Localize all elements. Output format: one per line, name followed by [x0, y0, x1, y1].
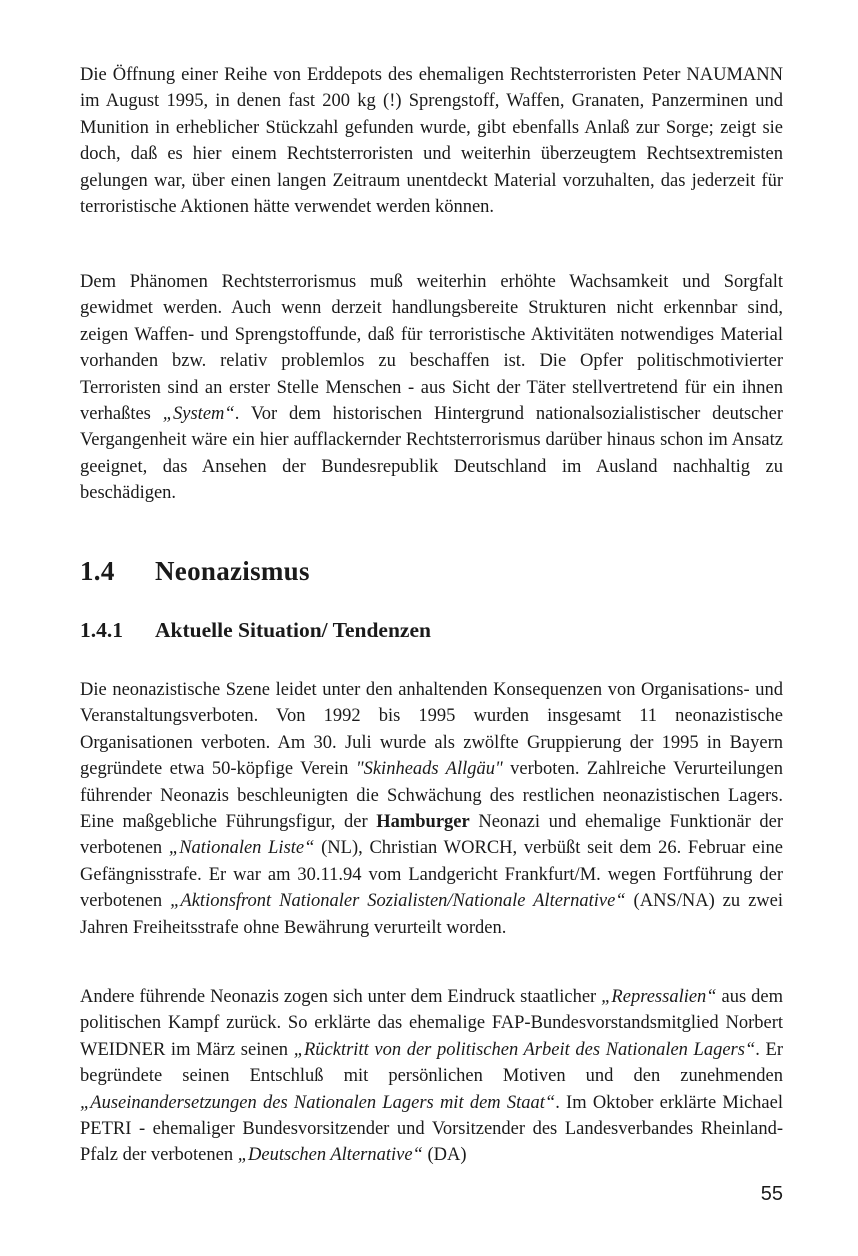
subsection-title: Aktuelle Situation/ Tendenzen: [155, 618, 431, 642]
paragraph-text: verboten. Zahlreiche Verurteilungen führender Neonazis beschleunigten die Schwächung des restlichen neonazistischen Lagers. Eine maßgebliche Führungsfigur, der: [80, 759, 784, 833]
bold-hamburger: Hamburger: [376, 812, 470, 833]
paragraph-fuehrende-neonazis: [80, 984, 783, 1169]
page-number: 55: [760, 1183, 783, 1205]
paragraph-text: (NL), Christian WORCH, verbüßt seit dem 26. Februar eine Gefängnisstrafe. Er war am 30.11.94 vom Landgericht Frankfurt/M. wegen Fortführung der verbotenen: [80, 838, 783, 912]
section-title: Neonazismus: [155, 556, 310, 586]
paragraph-text: . Er begründete seinen Entschluß mit persönlichen Motiven und den zunehmenden: [80, 1039, 783, 1087]
quote-aktionsfront: „Aktionsfront Nationaler Sozialisten/Nationale Alternative“: [170, 891, 626, 912]
paragraph-text: Neonazi und ehemalige Funktionär der verbotenen: [80, 812, 783, 859]
paragraph-rechtsterrorismus: [80, 269, 783, 507]
quote-deutsche-alternative: „Deutschen Alternative“: [237, 1145, 423, 1166]
subsection-heading: [80, 618, 431, 643]
paragraph-text: Die neonazistische Szene leidet unter den anhaltenden Konsequenzen von Organisations- und Veranstaltungsverboten. Von 1992 bis 1995 wurden insgesamt 11 neonazistische Organisationen verboten. Am 30. Juli wurde als zwölfte Gruppierung der 1995 in Bayern gegründete etwa 50-köpfige Verein: [80, 680, 783, 780]
paragraph-text: Die Öffnung einer Reihe von Erddepots des ehemaligen Rechtsterroristen Peter NAUMANN im August 1995, in denen fast 200 kg (!) Sprengstoff, Waffen, Granaten, Panzerminen und Munition in erheblicher Stückzahl gefunden wurde, gibt ebenfalls Anlaß zur Sorge; zeigt sie doch, daß es hier einem Rechtsterroristen und weiterhin überzeugtem Rechtsextremisten gelungen war, über einen langen Zeitraum unentdeckt Material vorzuhalten, das jederzeit für terroristische Aktionen hätte verwendet werden können.: [80, 65, 783, 218]
paragraph-text: . Vor dem historischen Hintergrund nationalsozialistischer deutscher Vergangenheit wäre ein hier aufflackernder Rechtsterrorismus darüber hinaus schon im Ansatz geeignet, das Ansehen der Bundesrepublik Deutschland im Ausland nachhaltig zu beschädigen.: [80, 404, 784, 504]
quote-system: „System“: [162, 404, 235, 425]
paragraph-text: . Im Oktober erklärte Michael PETRI - ehemaliger Bundesvorsitzender und Vorsitzender des Landesverbandes Rheinland-Pfalz der verbotenen: [80, 1092, 783, 1166]
paragraph-neonazistische-szene: [80, 677, 783, 941]
quote-nationale-liste: „Nationalen Liste“: [168, 838, 315, 859]
paragraph-erddepots: [80, 62, 783, 220]
paragraph-text: Andere führende Neonazis zogen sich unter dem Eindruck staatlicher: [80, 987, 602, 1007]
paragraph-text: (ANS/NA) zu zwei Jahren Freiheitsstrafe ohne Bewährung verurteilt worden.: [80, 891, 783, 938]
quote-auseinandersetzungen: „Auseinandersetzungen des Nationalen Lagers mit dem Staat“: [80, 1092, 556, 1113]
paragraph-text: aus dem politischen Kampf zurück. So erklärte das ehemalige FAP-Bundesvorstandsmitglied Norbert WEIDNER im März seinen: [80, 987, 783, 1060]
quote-ruecktritt: „Rücktritt von der politischen Arbeit des Nationalen Lagers“: [293, 1039, 756, 1060]
paragraph-text: Dem Phänomen Rechtsterrorismus muß weiterhin erhöhte Wachsamkeit und Sorgfalt gewidmet werden. Auch wenn derzeit handlungsbereite Strukturen nicht erkennbar sind, zeigen Waffen- und Sprengstoffunde, daß für terroristische Aktivitäten notwendiges Material vorhanden bzw. relativ problemlos zu beschaffen ist. Die Opfer politischmotivierter Terroristen sind an erster Stelle Menschen - aus Sicht der Täter stellvertretend für ein ihnen verhaßtes: [80, 272, 783, 425]
quote-repressalien: „Repressalien“: [601, 987, 717, 1007]
quote-skinheads-allgaeu: "Skinheads Allgäu": [355, 759, 503, 780]
paragraph-text: (DA): [422, 1145, 467, 1166]
section-number: 1.4: [80, 556, 115, 586]
subsection-number: 1.4.1: [80, 618, 123, 642]
section-heading: [80, 556, 310, 587]
